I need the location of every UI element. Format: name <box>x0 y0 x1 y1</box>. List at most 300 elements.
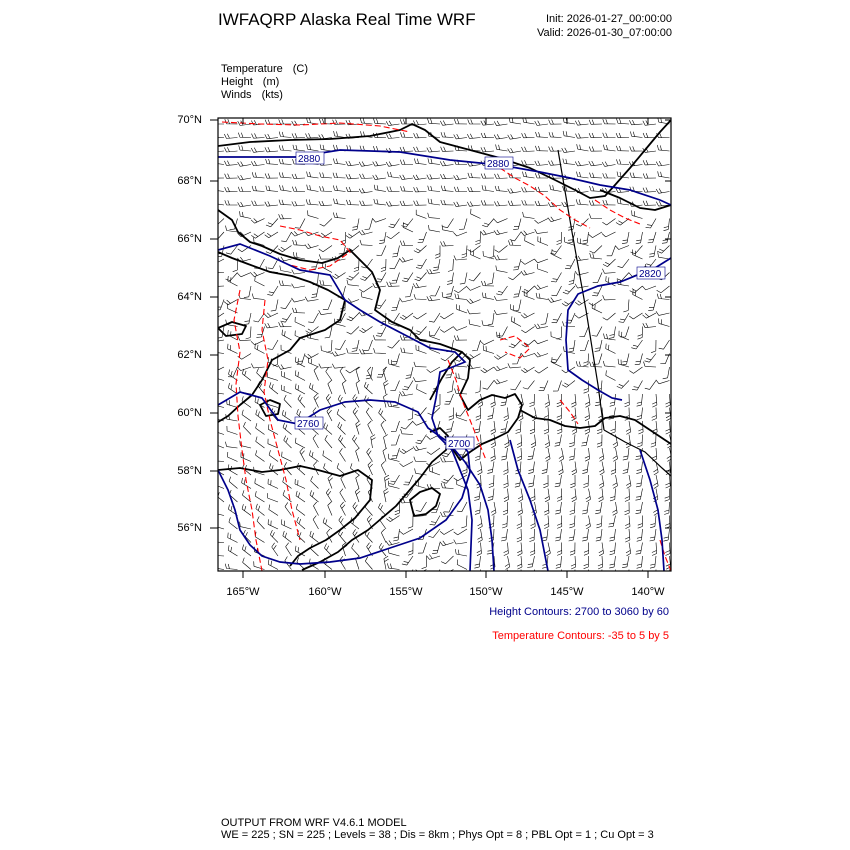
wind-barb <box>575 300 588 306</box>
wind-barb <box>460 273 467 285</box>
wind-barb <box>599 448 604 461</box>
wind-barb <box>400 241 413 246</box>
wind-barb <box>279 280 291 286</box>
wind-barb <box>233 259 238 272</box>
wind-barb <box>649 246 656 258</box>
wind-barb <box>400 119 413 124</box>
wind-barb <box>388 172 400 178</box>
wind-barb <box>292 298 306 302</box>
wind-barb <box>368 461 373 475</box>
wind-barb <box>477 543 482 556</box>
wind-barb <box>279 145 291 151</box>
wind-barb <box>582 502 588 514</box>
wind-barb <box>441 200 454 205</box>
wind-barb <box>441 483 453 489</box>
wind-barb <box>388 548 399 556</box>
wind-barb <box>311 286 318 298</box>
wind-barb <box>324 544 332 557</box>
wind-barb <box>648 232 656 243</box>
wind-barb <box>418 543 427 554</box>
wind-barb <box>374 119 387 124</box>
wind-barb <box>603 173 616 178</box>
wind-barb <box>326 489 332 502</box>
wind-barb <box>292 308 305 313</box>
wind-barb <box>496 266 508 273</box>
wind-barb <box>582 462 588 474</box>
wind-barb <box>618 259 630 268</box>
wind-barb <box>508 134 521 139</box>
wind-barb <box>487 408 494 420</box>
wind-barb <box>319 201 332 206</box>
wind-barb <box>632 381 642 391</box>
wind-barb <box>626 421 631 434</box>
wind-barb <box>371 435 376 448</box>
wind-barb <box>360 273 372 281</box>
wind-barb <box>427 147 440 152</box>
wind-barb <box>227 399 238 407</box>
wind-barb <box>426 555 440 560</box>
wind-barb <box>636 462 642 474</box>
wind-barb <box>400 462 414 467</box>
wind-barb <box>442 225 454 232</box>
wind-barb <box>414 294 427 299</box>
wind-barb <box>353 408 359 421</box>
wind-barb <box>562 148 575 153</box>
wind-barb <box>523 212 535 219</box>
wind-barb <box>637 556 643 568</box>
wind-barb <box>656 161 669 166</box>
wind-barb <box>474 489 480 501</box>
wind-barb <box>531 516 536 529</box>
wind-barb <box>265 120 278 125</box>
wind-barb <box>637 408 643 420</box>
wind-barb <box>356 448 360 462</box>
wind-barb <box>282 452 292 462</box>
height-contour-2700-east <box>640 450 664 571</box>
wind-barb <box>342 380 346 394</box>
wind-barb <box>666 421 671 434</box>
wind-barb <box>440 161 453 166</box>
wind-barb <box>571 394 576 407</box>
wind-barb <box>623 300 629 312</box>
wind-barb <box>488 489 494 501</box>
wind-barb <box>603 259 616 267</box>
wind-barb <box>429 327 440 336</box>
wind-barb <box>340 489 346 502</box>
wind-barb <box>653 475 658 489</box>
wind-barb <box>237 367 251 371</box>
wind-barb <box>643 313 657 318</box>
wind-barb <box>501 529 507 541</box>
wind-barb <box>546 543 551 557</box>
wind-barb <box>563 286 575 294</box>
wind-barb <box>237 273 251 277</box>
wind-barb <box>503 462 508 475</box>
wind-barb <box>282 410 291 421</box>
wind-barb <box>311 476 319 488</box>
wind-barb <box>626 543 631 556</box>
wind-barb <box>650 556 656 568</box>
wind-barb <box>405 286 413 297</box>
wind-barb <box>384 435 388 449</box>
wind-barb <box>387 232 400 239</box>
wind-barb <box>281 385 291 394</box>
wind-barb <box>569 448 575 460</box>
wind-barb <box>441 457 454 462</box>
wind-barb <box>265 174 278 179</box>
wind-barb <box>340 448 346 461</box>
wind-barb <box>525 236 535 246</box>
wind-barb <box>238 336 251 341</box>
wind-barb <box>650 529 656 541</box>
wind-barb <box>593 273 602 283</box>
wind-barb <box>579 327 588 337</box>
field-height-unit: (m) <box>262 76 280 88</box>
temperature-contour <box>280 226 350 270</box>
wind-barb <box>609 529 615 541</box>
wind-barb <box>521 259 534 264</box>
wind-barb <box>545 448 550 461</box>
wind-barb <box>602 232 616 237</box>
wind-barb <box>386 162 399 167</box>
wind-barb <box>381 462 386 476</box>
wind-barb <box>229 517 238 529</box>
wind-barb <box>569 273 575 285</box>
wind-barb <box>607 246 616 256</box>
wind-barb <box>442 475 454 483</box>
wind-barb <box>636 232 643 244</box>
wind-barb <box>427 448 440 455</box>
wind-barb <box>282 519 292 529</box>
wind-barb <box>399 257 413 262</box>
wind-barb <box>589 161 602 166</box>
lat-label: 56°N <box>177 522 202 534</box>
wind-barb <box>517 529 522 542</box>
wind-barb <box>307 172 319 179</box>
wind-barb <box>481 133 494 138</box>
wind-barb <box>521 231 535 236</box>
wind-barb <box>557 516 562 529</box>
wind-barb <box>310 531 319 543</box>
wind-barb <box>416 210 426 219</box>
init-time: Init: 2026-01-27_00:00:00 <box>546 13 672 25</box>
wind-barb <box>384 556 389 569</box>
wind-barb <box>571 556 576 569</box>
wind-barb <box>616 133 629 138</box>
wind-barb <box>503 475 508 488</box>
wind-barb <box>592 327 602 337</box>
wind-barb <box>251 364 264 369</box>
field-winds-unit: (kts) <box>261 89 283 101</box>
lon-label: 165°W <box>226 586 260 598</box>
wind-barb <box>569 529 575 541</box>
wind-barb <box>305 354 319 359</box>
wind-barb <box>517 435 522 448</box>
valid-time: Valid: 2026-01-30_07:00:00 <box>537 27 672 39</box>
wind-barb <box>508 240 521 245</box>
wind-barb <box>571 408 576 421</box>
wind-barb <box>516 421 522 434</box>
wind-barb <box>319 246 332 252</box>
wind-barb <box>267 372 278 380</box>
wind-barb <box>494 230 508 235</box>
wind-barb <box>242 545 251 557</box>
wind-barb <box>575 120 588 125</box>
wind-barb <box>391 354 399 365</box>
wind-barb <box>225 200 238 205</box>
lat-label: 64°N <box>177 291 202 303</box>
wind-barb <box>598 556 603 569</box>
wind-barb <box>650 516 656 528</box>
wind-barb <box>323 518 332 529</box>
temperature-contour <box>234 290 262 571</box>
wind-barb <box>292 174 305 179</box>
wind-barb <box>374 348 387 353</box>
wind-barb <box>548 298 562 303</box>
wind-barb <box>295 438 305 448</box>
wind-barb <box>557 232 562 245</box>
wind-barb <box>400 147 413 152</box>
wind-barb <box>388 454 399 462</box>
wind-barb <box>542 529 548 541</box>
wind-barb <box>637 529 643 541</box>
wind-barb <box>413 283 426 288</box>
wind-barb <box>535 121 548 126</box>
wind-barb <box>625 516 630 529</box>
wind-barb <box>347 327 359 335</box>
wind-barb <box>255 478 265 488</box>
wind-barb <box>612 502 617 515</box>
seward-coastline <box>218 210 462 352</box>
wind-barb <box>374 185 386 192</box>
wind-barb <box>379 232 386 244</box>
wind-barb <box>569 435 575 447</box>
wind-barb <box>228 344 238 354</box>
wind-barb <box>488 313 494 325</box>
wind-barb <box>475 381 480 394</box>
wind-barb <box>586 516 591 529</box>
wind-barb <box>549 132 562 137</box>
wind-barb <box>352 543 359 556</box>
wind-barb <box>623 448 629 460</box>
wind-barb <box>416 435 427 444</box>
wind-barb <box>243 422 251 435</box>
wind-barb <box>644 362 657 367</box>
wind-barb <box>454 119 467 124</box>
wind-barb <box>244 286 251 298</box>
wind-barb <box>352 435 359 448</box>
height-label: 2760 <box>297 419 320 430</box>
wind-barb <box>652 408 657 421</box>
wind-barb <box>333 212 345 218</box>
wind-barb <box>494 201 507 206</box>
wind-barb <box>433 259 440 271</box>
wind-barb <box>355 488 360 502</box>
wind-barb <box>576 133 589 138</box>
wind-barb <box>534 285 548 290</box>
wind-barb <box>616 146 629 151</box>
wind-barb <box>229 477 237 489</box>
wind-barb <box>481 121 494 126</box>
field-temperature-unit: (C) <box>292 63 309 75</box>
wind-barb <box>539 381 548 391</box>
wind-barb <box>305 244 319 249</box>
wind-barb <box>360 349 373 354</box>
wind-barb <box>440 313 453 319</box>
wind-barb <box>657 286 670 293</box>
wind-barb <box>354 259 359 272</box>
wind-barb <box>454 256 467 261</box>
wind-barb <box>280 185 292 192</box>
wind-barb <box>635 354 643 365</box>
wind-barb <box>530 489 535 502</box>
wind-barb <box>364 382 372 394</box>
wind-barb <box>428 225 440 232</box>
wind-barb <box>548 217 562 222</box>
wind-barb <box>414 187 427 192</box>
wind-barb <box>449 408 454 421</box>
wind-barb <box>552 313 562 323</box>
wind-barb <box>510 232 521 241</box>
wind-barb <box>224 147 237 152</box>
wind-barb <box>279 132 291 138</box>
wind-barb <box>414 147 427 152</box>
wind-barb <box>279 119 292 124</box>
wind-barb <box>440 327 453 333</box>
wind-barb <box>552 286 562 296</box>
wind-barb <box>313 516 318 529</box>
wind-barb <box>415 327 427 335</box>
wind-barb <box>444 394 453 404</box>
wind-barb <box>494 121 507 126</box>
wind-barb <box>255 276 265 286</box>
wind-barb <box>513 286 521 297</box>
wind-barb <box>295 317 305 327</box>
wind-barb <box>326 394 332 407</box>
wind-barb <box>296 491 305 502</box>
wind-barb <box>307 185 319 192</box>
wind-barb <box>495 174 508 179</box>
wind-barb <box>562 381 575 388</box>
wind-barb <box>572 489 577 502</box>
wind-barb <box>502 516 507 529</box>
wind-barb <box>414 201 427 206</box>
wind-barb <box>535 201 548 206</box>
wind-barb <box>522 286 535 293</box>
wind-barb <box>491 435 496 448</box>
wind-barb <box>638 516 643 529</box>
wind-barb <box>308 313 318 323</box>
wind-barb <box>494 366 508 371</box>
wind-barb <box>337 409 345 421</box>
wind-barb <box>347 280 359 286</box>
wind-barb <box>272 543 278 556</box>
wind-barb <box>346 187 359 192</box>
wind-barb <box>570 475 575 488</box>
model-footer-title: OUTPUT FROM WRF V4.6.1 MODEL <box>221 817 407 829</box>
wind-barb <box>238 133 251 138</box>
wind-barb <box>346 367 359 373</box>
wind-barb <box>346 174 359 179</box>
wind-barb <box>508 188 521 193</box>
wind-barb <box>483 251 494 259</box>
wind-barb <box>630 286 643 293</box>
wind-barb <box>308 358 318 367</box>
wind-barb <box>603 119 616 124</box>
wind-barb <box>576 199 588 205</box>
wind-barb <box>563 159 575 165</box>
wind-barb <box>504 543 509 556</box>
wind-barb <box>565 259 575 269</box>
wind-barb <box>278 246 291 252</box>
wind-barb <box>610 543 616 555</box>
wind-barb <box>332 351 346 356</box>
wind-barb <box>666 408 671 421</box>
wind-barb <box>297 463 305 475</box>
wind-barb <box>613 475 618 488</box>
wind-barb <box>364 340 373 350</box>
wind-barb <box>575 271 589 275</box>
wind-barb <box>400 529 413 534</box>
wind-barb <box>544 502 549 515</box>
wind-barb <box>514 300 521 312</box>
wind-barb <box>400 132 413 137</box>
wind-barb <box>651 340 656 353</box>
wind-barb <box>454 202 467 207</box>
wind-barb <box>430 466 440 475</box>
wind-barb <box>359 327 372 333</box>
wind-barb <box>440 570 454 575</box>
wind-barb <box>528 475 534 487</box>
wind-barb <box>518 502 523 515</box>
wind-barb <box>541 313 548 325</box>
wind-barb <box>494 134 507 139</box>
wind-barb <box>401 186 414 191</box>
wind-barb <box>270 530 278 542</box>
wind-barb <box>238 202 251 207</box>
wind-barb <box>400 313 413 320</box>
wind-barb <box>583 354 588 367</box>
wind-barb <box>536 293 548 300</box>
wind-barb <box>625 489 630 502</box>
wind-barb <box>481 340 495 345</box>
wind-barb <box>224 161 237 166</box>
wind-barb <box>570 543 575 556</box>
wind-barb <box>367 448 373 461</box>
wind-barb <box>427 296 440 301</box>
wind-barb <box>664 502 669 515</box>
wind-barb <box>582 232 588 244</box>
wind-barb <box>455 294 467 300</box>
wind-barb <box>269 505 278 516</box>
wind-barb <box>580 340 589 351</box>
wind-barb <box>629 120 642 125</box>
wind-barb <box>268 424 278 434</box>
wind-barb <box>606 344 616 354</box>
wind-barb <box>286 543 292 556</box>
wind-barb <box>244 313 251 325</box>
wind-barb <box>469 273 481 282</box>
wind-barb <box>590 173 603 178</box>
wind-barb <box>402 273 413 282</box>
wind-barb <box>633 290 643 300</box>
wind-barb <box>457 304 467 313</box>
wind-barb <box>476 408 481 421</box>
wind-barb <box>227 426 238 435</box>
wind-barb <box>557 408 562 421</box>
wind-barb <box>376 327 386 337</box>
wind-barb <box>495 246 508 253</box>
